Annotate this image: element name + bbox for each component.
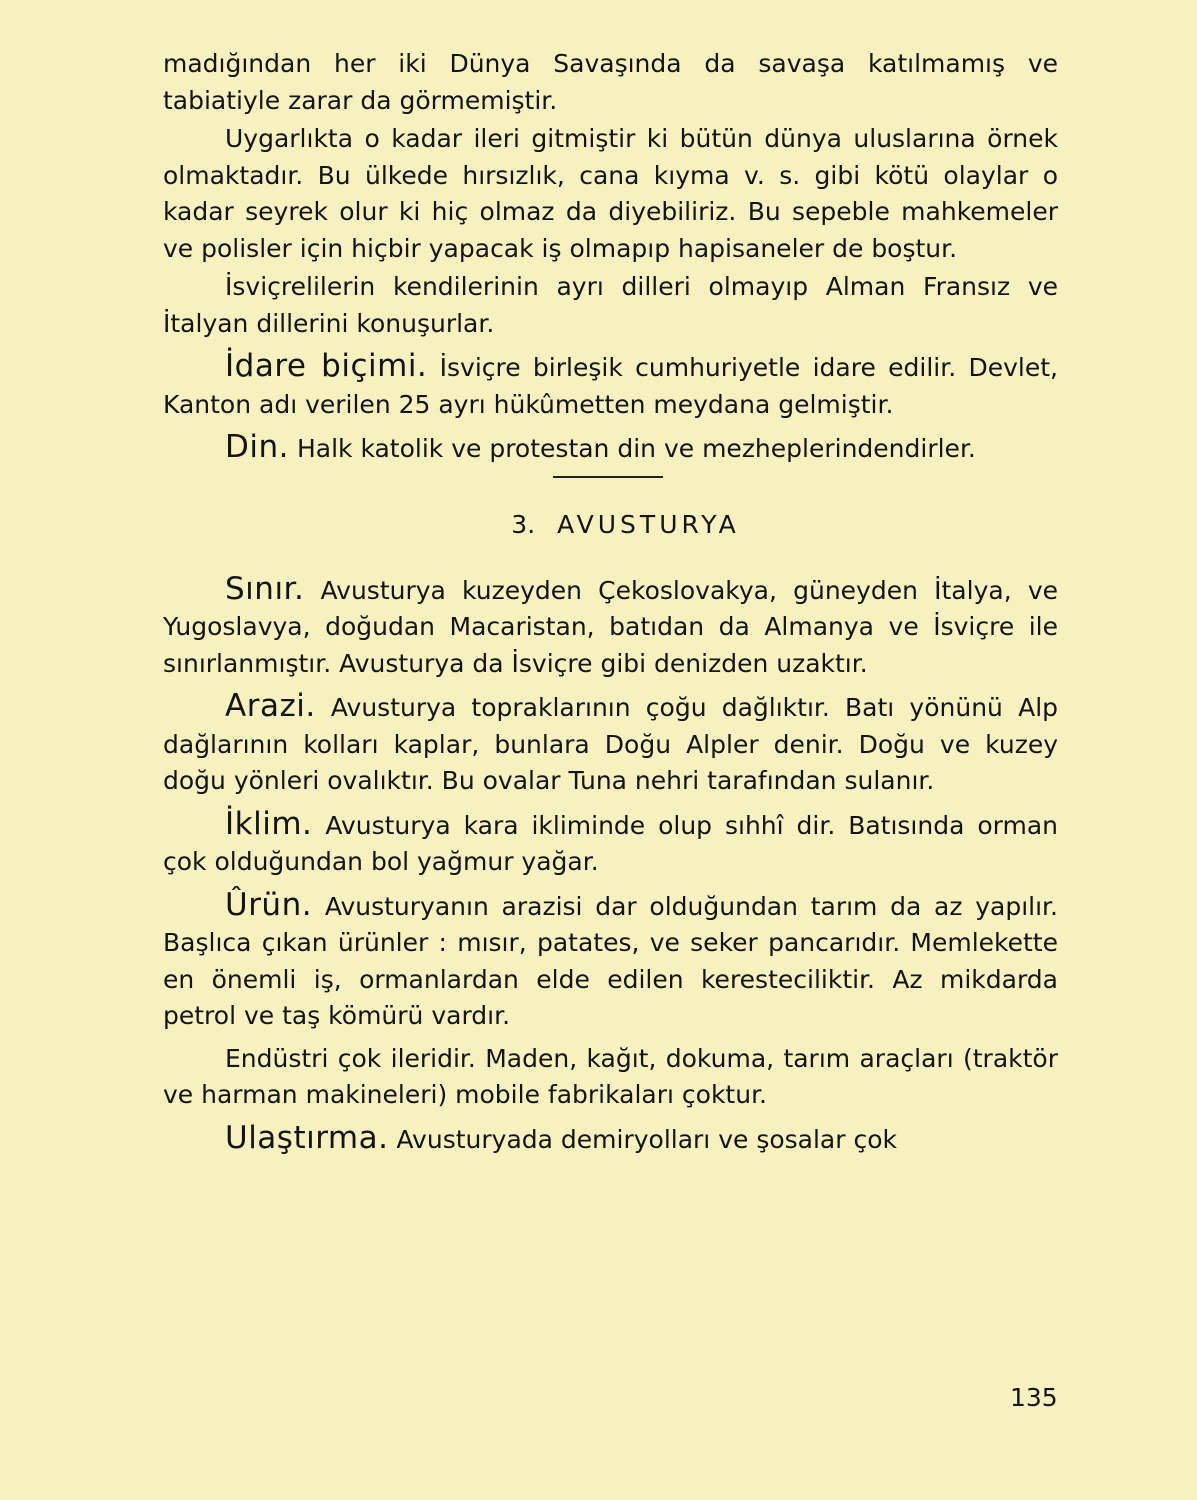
paragraph-urun bbox=[163, 887, 1058, 1035]
text-sinir: Avusturya kuzeyden Çekoslovakya, güneyden İtalya, ve Yugoslavya, doğudan Macaristan, batıdan da Almanya ve İsviçre ile sınırlanmıştır. Avusturya da İsviçre gibi denizden uzaktır. bbox=[163, 575, 1059, 678]
paragraph-continuation: madığından her iki Dünya Savaşında da savaşa katılmamış ve tabiatiyle zarar da görmemiştir. bbox=[163, 49, 1058, 115]
heading-arazi: Arazi. bbox=[225, 688, 316, 724]
paragraph-ulastirma bbox=[163, 1120, 1058, 1159]
heading-din: Din. bbox=[225, 429, 289, 465]
paragraph-endustri: Endüstri çok ileridir. Maden, kağıt, dokuma, tarım araçları (traktör ve harman makineleri) mobile fabrikaları çoktur. bbox=[163, 1043, 1058, 1109]
paragraph-sinir bbox=[163, 571, 1058, 683]
paragraph-languages: İsviçrelilerin kendilerinin ayrı dilleri olmayıp Alman Fransız ve İtalyan dillerini konuşurlar. bbox=[163, 272, 1058, 338]
text-idare: İsviçre birleşik cumhuriyetle idare edilir. Devlet, Kanton adı verilen 25 ayrı hükûmetten meydana gelmiştir. bbox=[163, 353, 1058, 419]
section-title bbox=[163, 510, 1058, 539]
text-ulastirma: Avusturyada demiryolları ve şosalar çok bbox=[396, 1124, 897, 1154]
text-urun: Avusturyanın arazisi dar olduğundan tarım da az yapılır. Başlıca çıkan ürünler : mısır, patates, ve seker pancarıdır. Memlekette en önemli iş, ormanlardan elde edilen keresteciliktir. Az mikdarda petrol ve taş kömürü vardır. bbox=[163, 891, 1058, 1030]
paragraph-iklim bbox=[163, 806, 1058, 881]
paragraph-din bbox=[163, 429, 1058, 468]
paragraph-idare bbox=[163, 348, 1058, 423]
paragraph-civilization: Uygarlıkta o kadar ileri gitmiştir ki bütün dünya uluslarına örnek olmaktadır. Bu ülkede hırsızlık, cana kıyma v. s. gibi kötü olaylar o kadar seyrek olur ki hiç olmaz da diyebiliriz. Bu sepeble mahkemeler ve polisler için hiçbir yapacak iş olmapıp hapisaneler de boştur. bbox=[163, 124, 1058, 263]
paragraph-arazi bbox=[163, 688, 1058, 800]
heading-ulastirma: Ulaştırma. bbox=[225, 1119, 389, 1156]
heading-idare: İdare biçimi. bbox=[225, 348, 428, 384]
text-iklim: Avusturya kara ikliminde olup sıhhî dir. Batısında orman çok olduğundan bol yağmur yağar. bbox=[163, 810, 1058, 876]
heading-iklim: İklim. bbox=[225, 805, 313, 842]
section-divider bbox=[553, 476, 663, 478]
section-name: AVUSTURYA bbox=[557, 509, 740, 539]
page-number: 135 bbox=[1010, 1383, 1058, 1412]
section-number: 3. bbox=[511, 509, 536, 539]
text-arazi: Avusturya topraklarının çoğu dağlıktır. Batı yönünü Alp dağlarının kolları kaplar, bunlara Doğu Alpler denir. Doğu ve kuzey doğu yönleri ovalıktır. Bu ovalar Tuna nehri tarafından sulanır. bbox=[163, 693, 1059, 795]
page-text bbox=[163, 46, 1058, 1158]
text-din: Halk katolik ve protestan din ve mezheplerindendirler. bbox=[296, 434, 976, 463]
heading-sinir: Sınır. bbox=[225, 570, 305, 607]
heading-urun: Ûrün. bbox=[225, 886, 313, 923]
